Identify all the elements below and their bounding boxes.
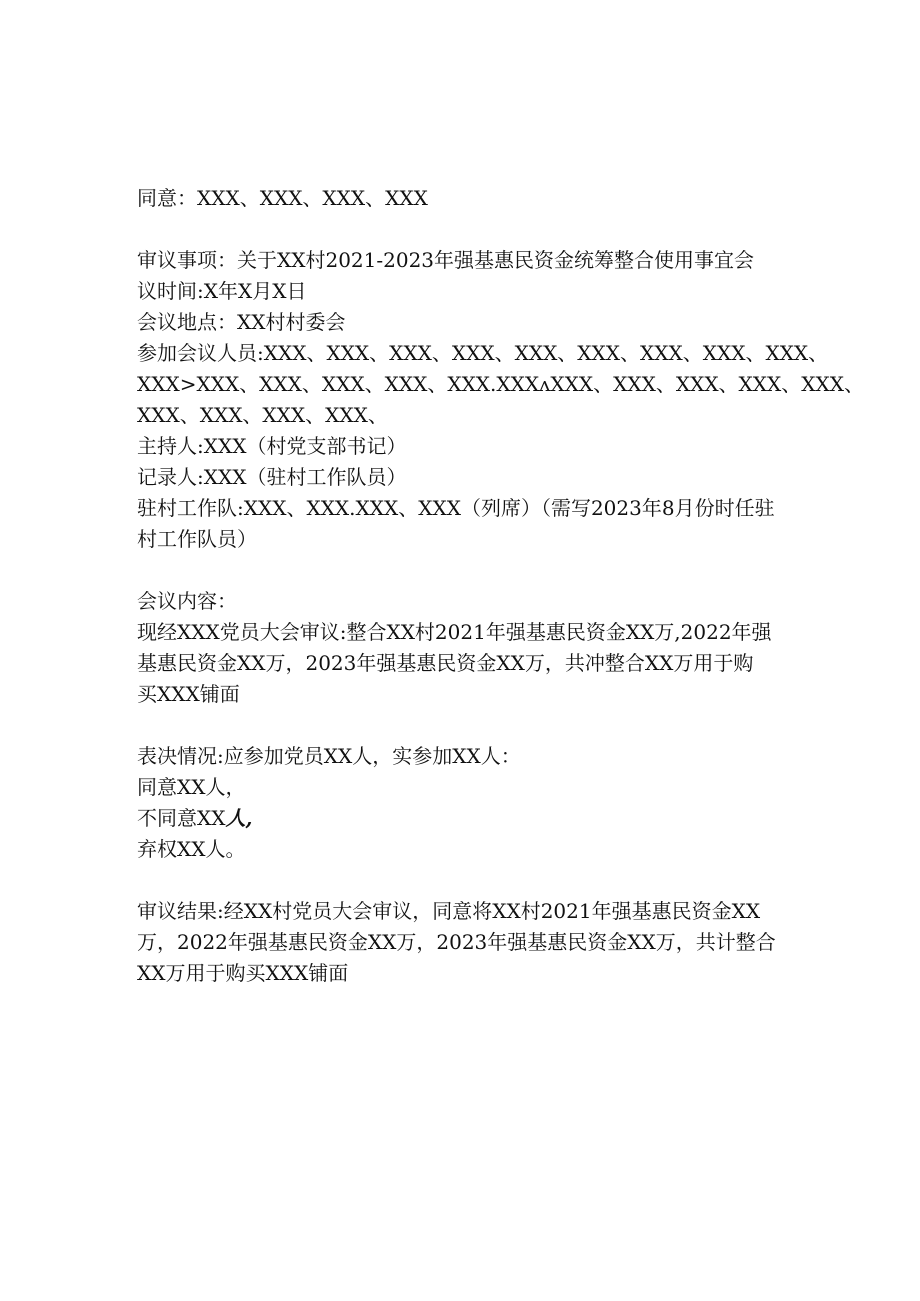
vote-disagree-suffix: 人, (225, 806, 253, 830)
work-team-line: 驻村工作队:XXX、XXX.XXX、XXX（列席）（需写2023年8月份时任驻 (137, 496, 775, 520)
attendees-line: 参加会议人员:XXX、XXX、XXX、XXX、XXX、XXX、XXX、XXX、XXX、 (137, 341, 829, 365)
content-line: 现经XXX党员大会审议:整合XX村2021年强基惠民资金XX万,2022年强 (137, 620, 772, 644)
document-body (137, 183, 864, 989)
recorder-line: 记录人:XXX（驻村工作队员） (137, 465, 407, 489)
spacer (137, 865, 787, 896)
approval-line: 同意：XXX、XXX、XXX、XXX (137, 186, 428, 210)
vote-abstain: 弃权XX人。 (137, 837, 246, 861)
attendees-line: XXX>XXX、XXX、XXX、XXX、XXX.XXXʌXXX、XXX、XXX、XXX、XXX、 (137, 372, 864, 396)
work-team-line: 村工作队员） (137, 527, 257, 551)
vote-agree: 同意XX人， (137, 775, 246, 799)
content-line: 基惠民资金XX万，2023年强基惠民资金XX万，共冲整合XX万用于购 (137, 651, 754, 675)
spacer (137, 555, 787, 586)
result-line: 万，2022年强基惠民资金XX万，2023年强基惠民资金XX万，共计整合 (137, 930, 776, 954)
vote-disagree-text: 不同意XX (137, 806, 226, 830)
vote-disagree (137, 803, 787, 834)
result-line: 审议结果:经XX村党员大会审议，同意将XX村2021年强基惠民资金XX (137, 899, 761, 923)
content-heading: 会议内容： (137, 589, 237, 613)
meeting-location-line: 会议地点：XX村村委会 (137, 310, 346, 334)
review-item-line: 审议事项：关于XX村2021-2023年强基惠民资金统筹整合使用事宜会 (137, 248, 755, 272)
content-line: 买XXX铺面 (137, 682, 240, 706)
vote-summary: 表决情况:应参加党员XX人，实参加XX人： (137, 744, 521, 768)
meeting-time-line: 议时间:X年X月X日 (137, 279, 307, 303)
spacer (137, 214, 787, 245)
spacer (137, 710, 787, 741)
result-line: XX万用于购买XXX铺面 (137, 961, 349, 985)
host-line: 主持人:XXX（村党支部书记） (137, 434, 407, 458)
attendees-line: XXX、XXX、XXX、XXX、 (137, 403, 388, 427)
